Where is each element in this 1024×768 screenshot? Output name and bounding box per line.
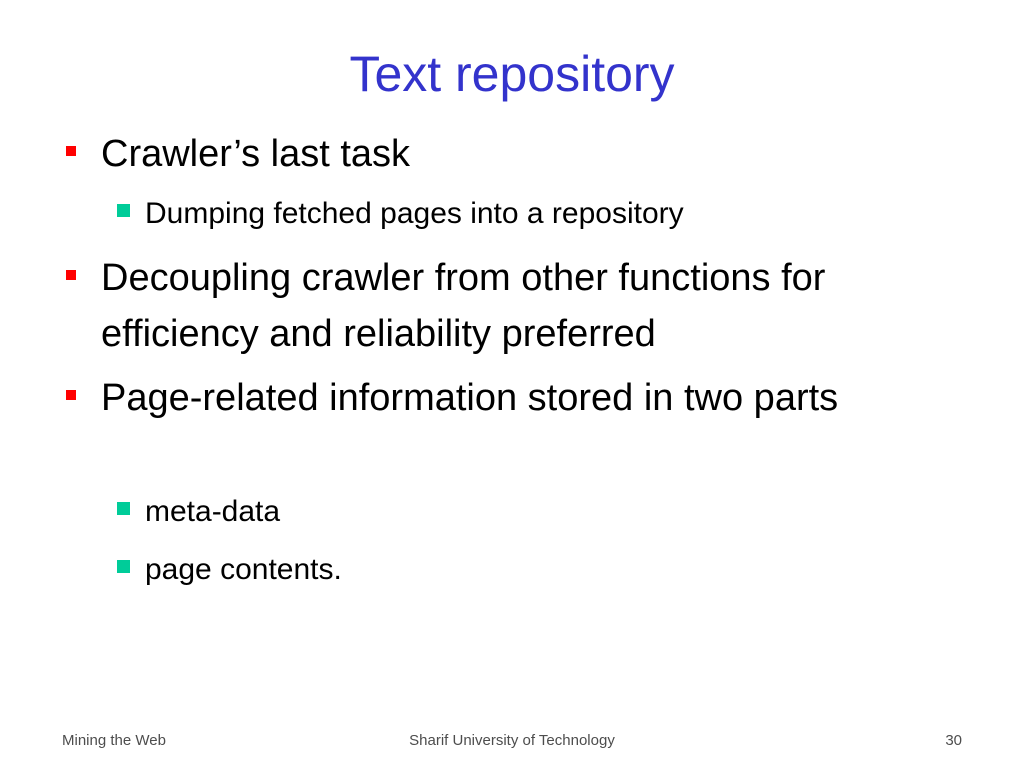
bullet-text: Page-related information stored in two parts bbox=[101, 377, 839, 419]
bullet-item bbox=[66, 250, 946, 362]
sub-bullet-text: page contents. bbox=[145, 553, 342, 586]
red-square-bullet-icon bbox=[66, 270, 76, 280]
bullet-item bbox=[66, 370, 946, 426]
sub-bullet-item bbox=[117, 192, 917, 236]
footer-page-number: 30 bbox=[945, 732, 962, 749]
teal-square-bullet-icon bbox=[117, 204, 130, 217]
bullet-text: Crawler’s last task bbox=[101, 133, 411, 175]
sub-bullet-text: meta-data bbox=[145, 495, 281, 528]
red-square-bullet-icon bbox=[66, 146, 76, 156]
teal-square-bullet-icon bbox=[117, 502, 130, 515]
bullet-text: Decoupling crawler from other functions for efficiency and reliability preferred bbox=[101, 257, 826, 355]
red-square-bullet-icon bbox=[66, 390, 76, 400]
sub-bullet-text: Dumping fetched pages into a repository bbox=[145, 197, 684, 230]
sub-bullet-item bbox=[117, 490, 917, 534]
sub-bullet-item bbox=[117, 548, 917, 592]
bullet-item bbox=[66, 126, 946, 182]
teal-square-bullet-icon bbox=[117, 560, 130, 573]
footer-course-title: Mining the Web bbox=[62, 732, 166, 749]
slide-title: Text repository bbox=[349, 46, 675, 102]
footer-institution: Sharif University of Technology bbox=[409, 732, 615, 749]
